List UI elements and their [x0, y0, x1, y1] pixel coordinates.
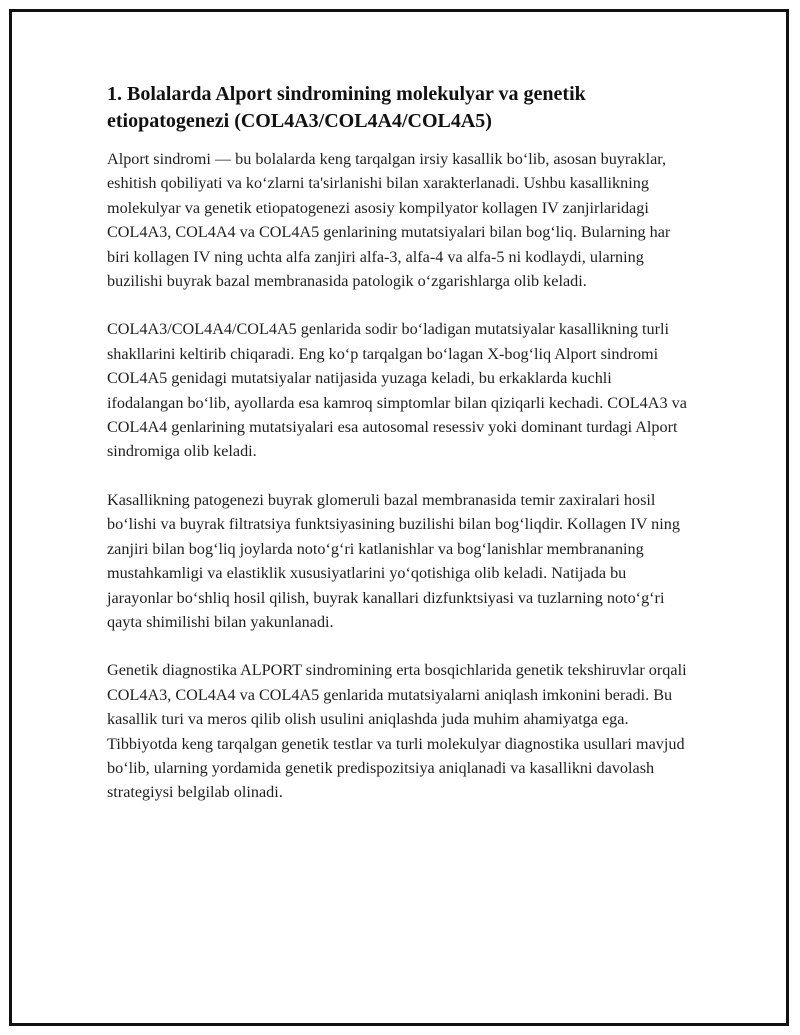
section-title: 1. Bolalarda Alport sindromining molekulyar va genetik etiopatogenezi (COL4A3/COL4A4/COL4A5)	[107, 83, 586, 132]
paragraph-3: Kasallikning patogenezi buyrak glomeruli bazal membranasida temir zaxiralari hosil bo‘lishi va buyrak filtratsiya funktsiyasining buzilishi bilan bog‘liqdir. Kollagen IV ning zanjiri bilan bog‘liq joylarda noto‘g‘ri katlanishlar va bog‘lanishlar membrananing mustahkamligi va elastiklik xususiyatlarini yo‘qotishiga olib keladi. Natijada bu jarayonlar bo‘shliq hosil qilish, buyrak kanallari dizfunktsiyasi va tuzlarning noto‘g‘ri qayta shimilishi bilan yakunlanadi.	[107, 490, 680, 631]
paragraph-1: Alport sindromi — bu bolalarda keng tarqalgan irsiy kasallik bo‘lib, asosan buyraklar, eshitish qobiliyati va ko‘zlarni ta'sirlanishi bilan xarakterlanadi. Ushbu kasallikning molekulyar va genetik etiopatogenezi asosiy kompilyator kollagen IV zanjirlaridagi COL4A3, COL4A4 va COL4A5 genlarining mutatsiyalari bilan bog‘liq. Bularning har biri kollagen IV ning uchta alfa zanjiri alfa-3, alfa-4 va alfa-5 ni kodlaydi, ularning buzilishi buyrak bazal membranasida patologik o‘zgarishlarga olib keladi.	[107, 150, 671, 291]
paragraph-2: COL4A3/COL4A4/COL4A5 genlarida sodir bo‘ladigan mutatsiyalar kasallikning turli shakllarini keltirib chiqaradi. Eng ko‘p tarqalgan bo‘lagan X-bog‘liq Alport sindromi COL4A5 genidagi mutatsiyalar natijasida yuzaga keladi, bu erkaklarda kuchli ifodalangan bo‘lib, ayollarda esa kamroq simptomlar bilan qiziqarli kechadi. COL4A3 va COL4A4 genlarining mutatsiyalari esa autosomal resessiv yoki dominant turdagi Alport sindromiga olib keladi.	[107, 320, 687, 461]
document-body	[107, 81, 687, 829]
paragraph-4: Genetik diagnostika ALPORT sindromining erta bosqichlarida genetik tekshiruvlar orqali COL4A3, COL4A4 va COL4A5 genlarida mutatsiyalarni aniqlash imkonini beradi. Bu kasallik turi va meros qilib olish usulini aniqlashda juda muhim ahamiyatga ega. Tibbiyotda keng tarqalgan genetik testlar va turli molekulyar diagnostika usullari mavjud bo‘lib, ularning yordamida genetik predispozitsiya aniqlanadi va kasallikni davolash strategiysi belgilab olinadi.	[107, 661, 687, 802]
